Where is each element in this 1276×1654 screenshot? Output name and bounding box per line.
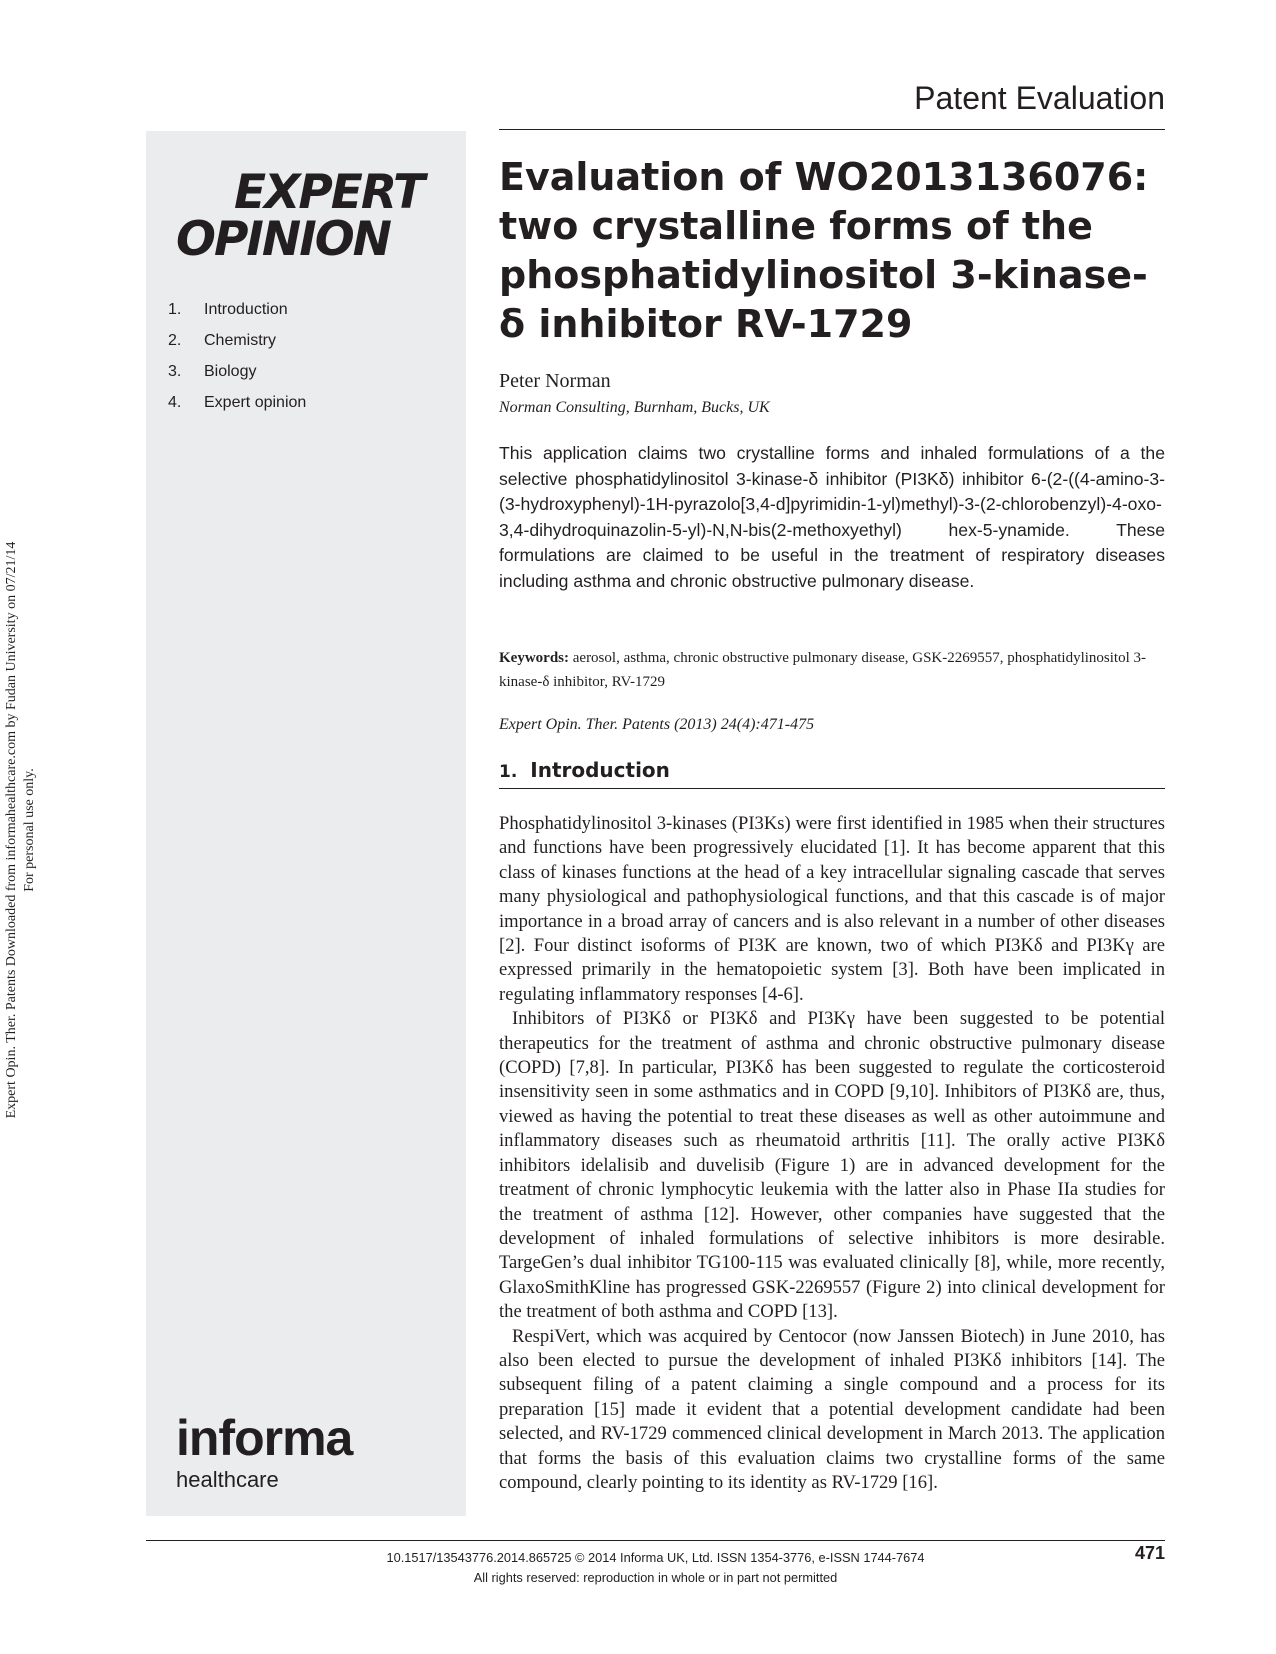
sidebar — [146, 131, 466, 1516]
toc-number: 1. — [168, 301, 182, 318]
toc-item-biology[interactable] — [168, 363, 306, 394]
author-affiliation: Norman Consulting, Burnham, Bucks, UK — [499, 399, 770, 416]
keywords-list: aerosol, asthma, chronic obstructive pulmonary disease, GSK-2269557, phosphatidylinositol 3-kinase-δ inhibitor, RV-1729 — [499, 650, 1146, 690]
publisher-name: informa — [176, 1410, 353, 1466]
body-paragraph: RespiVert, which was acquired by Centocor (now Janssen Biotech) in June 2010, has also been elected to pursue the development of inhaled PI3Kδ inhibitors [14]. The subsequent filing of a patent claiming a single compound and a process for its preparation [15] made it evident that a potential development candidate had been selected, and RV-1729 commenced clinical development in March 2013. The application that forms the basis of this evaluation claims two crystalline forms of the same compound, clearly pointing to its identity as RV-1729 [16]. — [499, 1325, 1165, 1493]
section-type: Patent Evaluation — [914, 80, 1165, 116]
logo-line-2: OPINION — [176, 212, 391, 267]
toc-number: 2. — [168, 332, 182, 349]
toc-label: Biology — [204, 363, 257, 380]
publisher-division: healthcare — [176, 1467, 279, 1492]
toc-item-chemistry[interactable] — [168, 332, 306, 363]
author-name: Peter Norman — [499, 370, 611, 392]
article-title: Evaluation of WO2013136076: two crystalline forms of the phosphatidylinositol 3-kinase-δ inhibitor RV-1729 — [499, 155, 1149, 346]
download-watermark — [3, 490, 53, 1170]
section-heading-introduction — [499, 758, 1165, 789]
section-title: Introduction — [530, 758, 670, 782]
toc-item-introduction[interactable] — [168, 301, 306, 332]
footer-rule — [146, 1540, 1165, 1541]
footer-doi-line: 10.1517/13543776.2014.865725 © 2014 Informa UK, Ltd. ISSN 1354-3776, e-ISSN 1744-7674 — [386, 1550, 925, 1565]
journal-citation: Expert Opin. Ther. Patents (2013) 24(4):471-475 — [499, 716, 815, 733]
toc-label: Expert opinion — [204, 394, 307, 411]
toc-label: Introduction — [204, 301, 288, 318]
keywords-label: Keywords: — [499, 650, 569, 666]
footer — [146, 1548, 1165, 1588]
body-paragraph: Inhibitors of PI3Kδ or PI3Kδ and PI3Kγ have been suggested to be potential therapeutics for the treatment of asthma and chronic obstructive pulmonary disease (COPD) [7,8]. In particular, PI3Kδ has been suggested to regulate the corticosteroid insensitivity seen in some asthmatics and in COPD [9,10]. Inhibitors of PI3Kδ are, thus, viewed as having the potential to treat these diseases as well as other autoimmune and inflammatory diseases such as rheumatoid arthritis [11]. The orally active PI3Kδ inhibitors idelalisib and duvelisib (Figure 1) are in advanced development for the treatment of chronic lymphocytic leukemia with the latter also in Phase IIa studies for the treatment of asthma [12]. However, other companies have suggested that the development of inhaled formulations of selective inhibitors is more desirable. TargeGen’s dual inhibitor TG100-115 was evaluated clinically [8], while, more recently, GlaxoSmithKline has progressed GSK-2269557 (Figure 2) into clinical development for the treatment of both asthma and COPD [13]. — [499, 1008, 1165, 1323]
abstract: This application claims two crystalline forms and inhaled formulations of a the selective phosphatidylinositol 3-kinase-δ inhibitor (PI3Kδ) inhibitor 6-(2-((4-amino-3-(3-hydroxyphenyl)-1H-pyrazolo[3,4-d]pyrimidin-1-yl)methyl)-3-(2-chlorobenzyl)-4-oxo-3,4-dihydroquinazolin-5-yl)-N,N-bis(2-methoxyethyl) hex-5-ynamide. These formulations are claimed to be useful in the treatment of respiratory diseases including asthma and chronic obstructive pulmonary disease. — [499, 443, 1165, 591]
body-paragraph: Phosphatidylinositol 3-kinases (PI3Ks) were first identified in 1985 when their structures and functions have been progressively elucidated [1]. It has become apparent that this class of kinases functions at the head of a key intracellular signaling cascade that serves many physiological and pathophysiological functions, and that this cascade is of major importance in a broad array of cancers and is also relevant in a number of other diseases [2]. Four distinct isoforms of PI3K are known, two of which PI3Kδ and PI3Kγ are expressed primarily in the hematopoietic system [3]. Both have been implicated in regulating inflammatory responses [4-6]. — [499, 813, 1165, 1005]
footer-rights-line: All rights reserved: reproduction in whole or in part not permitted — [473, 1570, 838, 1585]
table-of-contents — [168, 301, 306, 425]
section-number: 1. — [499, 762, 518, 782]
toc-number: 3. — [168, 363, 182, 380]
toc-item-expert-opinion[interactable] — [168, 394, 306, 425]
introduction-body — [499, 812, 1165, 1495]
header-rule — [499, 129, 1165, 130]
toc-number: 4. — [168, 394, 182, 411]
watermark-line-1: Expert Opin. Ther. Patents Downloaded from informahealthcare.com by Fudan University on 07/21/14 — [4, 541, 19, 1119]
watermark-line-2: For personal use only. — [22, 768, 37, 892]
publisher-logo — [176, 1410, 353, 1493]
keywords — [499, 646, 1165, 694]
page-number: 471 — [1134, 1543, 1165, 1563]
logo-line-1: EXPERT — [234, 165, 424, 220]
toc-label: Chemistry — [204, 332, 277, 349]
journal-logo — [176, 165, 424, 267]
